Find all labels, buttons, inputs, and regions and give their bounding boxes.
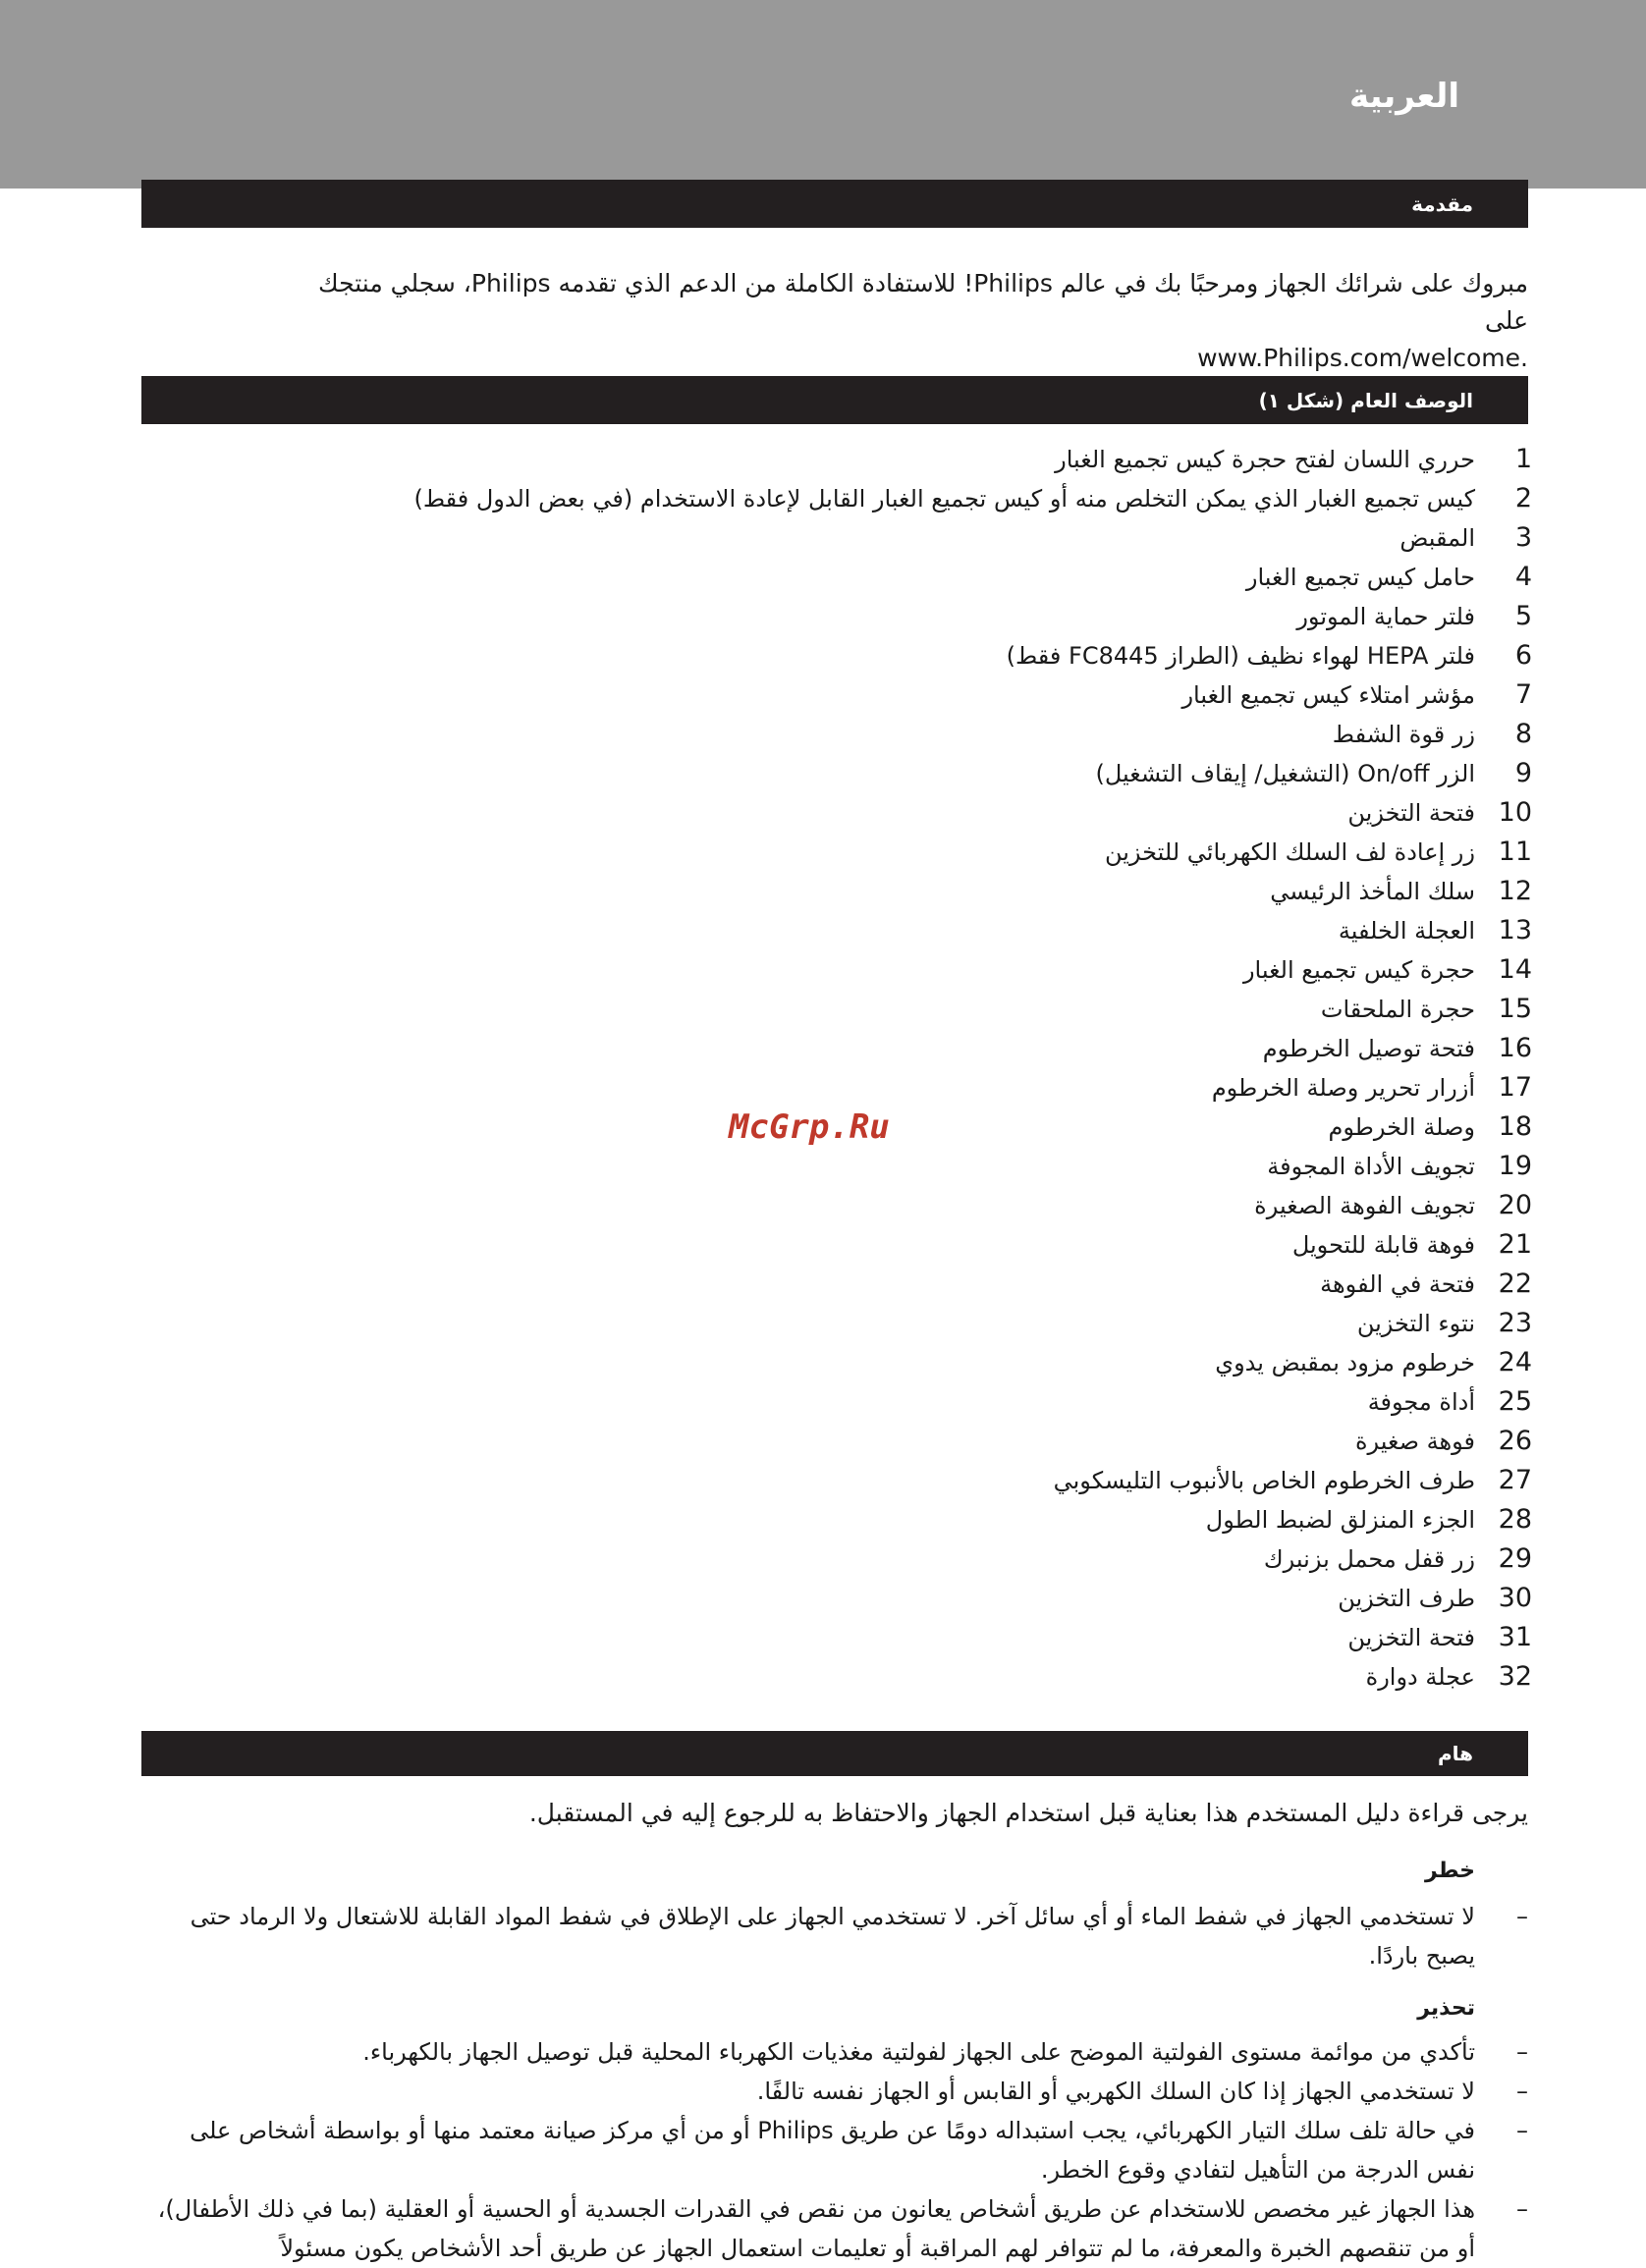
list-item-number: 10	[1498, 797, 1532, 828]
list-item	[0, 1186, 1646, 1225]
header-band	[0, 0, 1646, 189]
list-item-text: فوهة صغيرة	[1354, 1428, 1475, 1455]
list-item-number: 32	[1498, 1661, 1532, 1692]
list-item-number: 25	[1498, 1386, 1532, 1417]
list-item-text: فلتر حماية الموتور	[1296, 603, 1475, 630]
list-item	[0, 479, 1646, 518]
list-item-text: زر إعادة لف السلك الكهربائي للتخزين	[1104, 838, 1475, 866]
list-item-number: 18	[1498, 1111, 1532, 1142]
list-item-number: 26	[1498, 1426, 1532, 1456]
list-item-text: فتحة التخزين	[1347, 799, 1475, 827]
list-item-text: الجزء المنزلق لضبط الطول	[1205, 1506, 1475, 1534]
list-item-text: أزرار تحرير وصلة الخرطوم	[1211, 1074, 1475, 1102]
list-item-number: 14	[1498, 954, 1532, 985]
intro-paragraph	[310, 265, 1528, 377]
danger-item-1: لا تستخدمي الجهاز في شفط الماء أو أي سائل آخر. لا تستخدمي الجهاز على الإطلاق في شفط المواد القابلة للاشتعال ولا الرماد حتى يصبح باردًا.	[190, 1903, 1475, 1970]
list-item	[0, 518, 1646, 558]
warning-item-4: هذا الجهاز غير مخصص للاستخدام عن طريق أشخاص يعانون من نقص في القدرات الجسدية أو الحسية أو العقلية (بما في ذلك الأطفال)، أو من تنقصهم الخبرة والمعرفة، ما لم تتوافر لهم المراقبة أو تعليمات استعمال الجهاز عن طريق أحد الأشخاص يكون مسئولاً	[157, 2195, 1475, 2262]
list-item-text: تجويف الأداة المجوفة	[1267, 1153, 1475, 1180]
list-item-text: كيس تجميع الغبار الذي يمكن التخلص منه أو كيس تجميع الغبار القابل لإعادة الاستخدام (في بعض الدول فقط)	[413, 485, 1475, 513]
warning-item-3: في حالة تلف سلك التيار الكهربائي، يجب استبداله دومًا عن طريق Philips أو من أي مركز صيانة معتمد منها أو بواسطة أشخاص على نفس الدرجة من التأهيل لتفادي وقوع الخطر.	[190, 2117, 1475, 2184]
list-item	[0, 1579, 1646, 1618]
intro-line-1: مبروك على شرائك الجهاز ومرحبًا بك في عالم Philips! للاستفادة الكاملة من الدعم الذي تقدمه Philips، سجلي منتجك على	[318, 269, 1528, 335]
list-item-number: 17	[1498, 1072, 1532, 1103]
list-item	[0, 1343, 1646, 1382]
list-item-text: تجويف الفوهة الصغيرة	[1254, 1192, 1475, 1219]
list-item-number: 20	[1498, 1190, 1532, 1220]
bullet-dash: –	[1516, 2078, 1528, 2105]
list-item-text: العجلة الخلفية	[1338, 917, 1475, 945]
list-item	[0, 1422, 1646, 1461]
list-item-text: أداة مجوفة	[1367, 1388, 1475, 1416]
section-intro-heading: مقدمة	[141, 180, 1528, 228]
list-item-text: حجرة الملحقات	[1320, 996, 1475, 1023]
list-item-text: فتحة توصيل الخرطوم	[1262, 1035, 1475, 1062]
list-item-number: 24	[1498, 1347, 1532, 1377]
list-item-number: 16	[1498, 1033, 1532, 1063]
list-item-number: 23	[1498, 1308, 1532, 1338]
list-item-number: 8	[1514, 719, 1532, 749]
warning-item-2: لا تستخدمي الجهاز إذا كان السلك الكهربي أو القابس أو الجهاز نفسه تالفًا.	[756, 2078, 1475, 2105]
list-item	[0, 1382, 1646, 1422]
list-item	[0, 1029, 1646, 1068]
list-item	[0, 793, 1646, 833]
bullet-dash: –	[1516, 2038, 1528, 2066]
list-item-number: 13	[1498, 915, 1532, 945]
list-item-number: 30	[1498, 1583, 1532, 1613]
list-item	[0, 911, 1646, 950]
danger-heading: خطر	[1425, 1859, 1475, 1883]
intro-line-2: .www.Philips.com/welcome	[1197, 344, 1528, 372]
list-item	[0, 1657, 1646, 1697]
list-item-number: 5	[1514, 601, 1532, 631]
list-item-text: مؤشر امتلاء كيس تجميع الغبار	[1181, 681, 1475, 709]
watermark: McGrp.Ru	[729, 1107, 890, 1147]
bullet-dash: –	[1516, 2195, 1528, 2223]
list-item-number: 21	[1498, 1229, 1532, 1260]
list-item-number: 7	[1514, 679, 1532, 710]
list-item	[0, 440, 1646, 479]
list-item-text: وصلة الخرطوم	[1328, 1113, 1475, 1141]
list-item-text: الزر On/off (التشغيل/ إيقاف التشغيل)	[1095, 760, 1475, 787]
bullet-dash: –	[1516, 2117, 1528, 2144]
list-item	[0, 1265, 1646, 1304]
language-title: العربية	[1348, 77, 1459, 116]
important-paragraph: يرجى قراءة دليل المستخدم هذا بعناية قبل استخدام الجهاز والاحتفاظ به للرجوع إليه في المستقبل.	[528, 1799, 1528, 1827]
list-item-number: 6	[1514, 640, 1532, 671]
list-item	[0, 950, 1646, 990]
section-important-heading: هام	[141, 1731, 1528, 1776]
list-item-text: خرطوم مزود بمقبض يدوي	[1215, 1349, 1475, 1377]
list-item-text: سلك المأخذ الرئيسي	[1270, 878, 1475, 905]
list-item-text: المقبض	[1399, 524, 1475, 552]
list-item-text: فتحة في الفوهة	[1320, 1270, 1475, 1298]
list-item	[0, 1068, 1646, 1107]
list-item	[0, 754, 1646, 793]
list-item-number: 11	[1498, 837, 1532, 867]
list-item	[0, 1618, 1646, 1657]
list-item	[0, 1539, 1646, 1579]
list-item-text: زر قفل محمل بزنبرك	[1263, 1545, 1475, 1573]
list-item	[0, 872, 1646, 911]
list-item-text: حامل كيس تجميع الغبار	[1245, 564, 1475, 591]
list-item	[0, 990, 1646, 1029]
list-item	[0, 1147, 1646, 1186]
list-item-number: 12	[1498, 876, 1532, 906]
list-item-number: 9	[1514, 758, 1532, 788]
list-item-text: زر قوة الشفط	[1332, 721, 1475, 748]
list-item-text: حرري اللسان لفتح حجرة كيس تجميع الغبار	[1055, 446, 1475, 473]
list-item-number: 19	[1498, 1151, 1532, 1181]
list-item-text: طرف التخزين	[1338, 1585, 1475, 1612]
list-item	[0, 675, 1646, 715]
list-item	[0, 1225, 1646, 1265]
list-item	[0, 597, 1646, 636]
list-item-number: 28	[1498, 1504, 1532, 1535]
list-item-text: عجلة دوارة	[1365, 1663, 1475, 1691]
list-item	[0, 1304, 1646, 1343]
warning-heading: تحذير	[1417, 1996, 1475, 2021]
bullet-dash: –	[1516, 1903, 1528, 1930]
list-item-number: 15	[1498, 994, 1532, 1024]
list-item-text: نتوء التخزين	[1356, 1310, 1475, 1337]
list-item-text: فوهة قابلة للتحويل	[1291, 1231, 1475, 1259]
list-item	[0, 558, 1646, 597]
list-item-number: 3	[1514, 522, 1532, 553]
section-general-heading: الوصف العام (شكل ١)	[141, 376, 1528, 424]
list-item-number: 22	[1498, 1269, 1532, 1299]
list-item-number: 1	[1514, 444, 1532, 474]
list-item-number: 2	[1514, 483, 1532, 513]
list-item	[0, 1500, 1646, 1539]
list-item-text: طرف الخرطوم الخاص بالأنبوب التليسكوبي	[1053, 1467, 1475, 1494]
list-item-text: حجرة كيس تجميع الغبار	[1242, 956, 1475, 984]
list-item-text: فلتر HEPA لهواء نظيف (الطراز FC8445 فقط)	[1006, 642, 1475, 670]
list-item-number: 27	[1498, 1465, 1532, 1495]
list-item	[0, 636, 1646, 675]
list-item	[0, 715, 1646, 754]
list-item-number: 29	[1498, 1543, 1532, 1574]
list-item-text: فتحة التخزين	[1347, 1624, 1475, 1651]
list-item-number: 4	[1514, 562, 1532, 592]
list-item-number: 31	[1498, 1622, 1532, 1652]
warning-item-1: تأكدي من موائمة مستوى الفولتية الموضح على الجهاز لفولتية مغذيات الكهرباء المحلية قبل توصيل الجهاز بالكهرباء.	[362, 2038, 1475, 2066]
list-item	[0, 1461, 1646, 1500]
list-item	[0, 833, 1646, 872]
